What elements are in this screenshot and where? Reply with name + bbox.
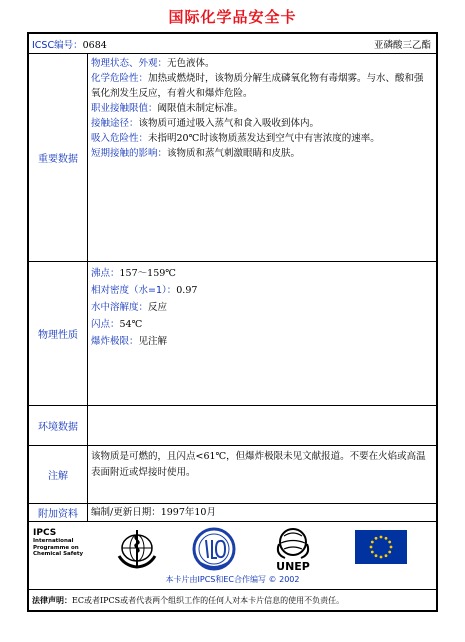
- extra-section: [29, 504, 436, 522]
- item-value: 该物质和蒸气刺激眼睛和皮肤。: [167, 148, 301, 159]
- physical-item: [91, 299, 433, 316]
- physical-item: [91, 333, 433, 350]
- unep-emblem-icon: [271, 526, 315, 572]
- hazard-item: [91, 71, 433, 101]
- item-key: 闪点：: [91, 319, 120, 330]
- item-key: 接触途径：: [91, 118, 139, 129]
- credit-line: 本卡片由IPCS和EC合作编写 © 2002: [165, 575, 300, 584]
- extra-content: 编制/更新日期：1997年10月: [91, 507, 216, 518]
- physical-content: [88, 262, 436, 405]
- ipcs-title: IPCS: [33, 528, 57, 538]
- item-value: 反应: [148, 302, 168, 313]
- item-value: 加热或燃烧时，该物质分解生成磷氧化物有毒烟雾。与水、酸和强氧化剂发生反应，有着火和爆炸危险。: [91, 73, 424, 99]
- item-value: 见注解: [138, 336, 168, 347]
- item-value: 未指明20℃时该物质蒸发达到空气中有害浓度的速率。: [148, 133, 380, 144]
- item-key: 水中溶解度：: [91, 302, 149, 313]
- logos-section: [29, 522, 436, 590]
- hazard-item: [91, 116, 433, 131]
- disclaimer-label: 法律声明：: [32, 596, 72, 605]
- item-key: 短期接触的影响：: [91, 148, 168, 159]
- environment-section: [29, 406, 436, 446]
- ipcs-block: [33, 528, 83, 558]
- item-value: 54℃: [119, 319, 143, 330]
- physical-item: [91, 316, 433, 333]
- chemical-name: 亚磷酸三乙酯: [373, 40, 431, 51]
- unep-label: UNEP: [276, 560, 310, 572]
- item-value: 无色液体。: [167, 58, 215, 69]
- item-key: 爆炸极限：: [91, 336, 139, 347]
- item-key: 沸点：: [91, 268, 120, 279]
- notes-section: [29, 446, 436, 504]
- eu-flag-icon: [355, 530, 407, 564]
- physical-label: 物理性质: [29, 262, 88, 405]
- environment-label: 环境数据: [29, 406, 88, 445]
- extra-label: 附加资料: [29, 504, 88, 521]
- physical-item: [91, 265, 433, 282]
- icsc-code: [32, 37, 107, 51]
- ipcs-line: Programme on: [33, 544, 79, 551]
- disclaimer-text: EC或者IPCS或者代表两个组织工作的任何人对本卡片信息的使用不负责任。: [72, 596, 345, 605]
- item-key: 物理状态、外观：: [91, 58, 168, 69]
- item-value: 0.97: [176, 285, 198, 296]
- hazard-label: 重要数据: [29, 54, 88, 261]
- hazard-section: [29, 54, 436, 262]
- who-emblem-icon: [115, 526, 159, 570]
- hazard-item: [91, 101, 433, 116]
- item-key: 吸入危险性：: [91, 133, 149, 144]
- item-value: 阈限值未制定标准。: [157, 103, 244, 114]
- safety-card: [27, 32, 438, 612]
- notes-content: 该物质是可燃的，且闪点<61℃，但爆炸极限未见文献报道。不要在火焰或高温表面附近或焊接时使用。: [91, 451, 426, 478]
- physical-item: [91, 282, 433, 299]
- item-key: 职业接触限值：: [91, 103, 158, 114]
- ipcs-line: Chemical Safety: [33, 551, 84, 557]
- hazard-item: [91, 131, 433, 146]
- icsc-code-label: ICSC编号：: [32, 40, 83, 51]
- environment-content: [88, 406, 436, 445]
- item-value: 157～159℃: [119, 268, 176, 279]
- ilo-emblem-icon: [191, 526, 237, 572]
- hazard-item: [91, 146, 433, 161]
- icsc-code-value: 0684: [82, 40, 107, 51]
- item-key: 化学危险性：: [91, 73, 149, 84]
- hazard-item: [91, 56, 433, 71]
- card-header: [29, 34, 436, 54]
- item-value: 该物质可通过吸入蒸气和食入吸收到体内。: [138, 118, 320, 129]
- disclaimer-section: [29, 590, 436, 612]
- hazard-content: [88, 54, 436, 261]
- disclaimer: [32, 595, 344, 606]
- ipcs-line: International: [33, 538, 74, 544]
- item-key: 相对密度（水=1）：: [91, 285, 177, 296]
- card-title: 国际化学品安全卡: [168, 8, 297, 26]
- physical-section: [29, 262, 436, 406]
- notes-label: 注解: [29, 446, 88, 503]
